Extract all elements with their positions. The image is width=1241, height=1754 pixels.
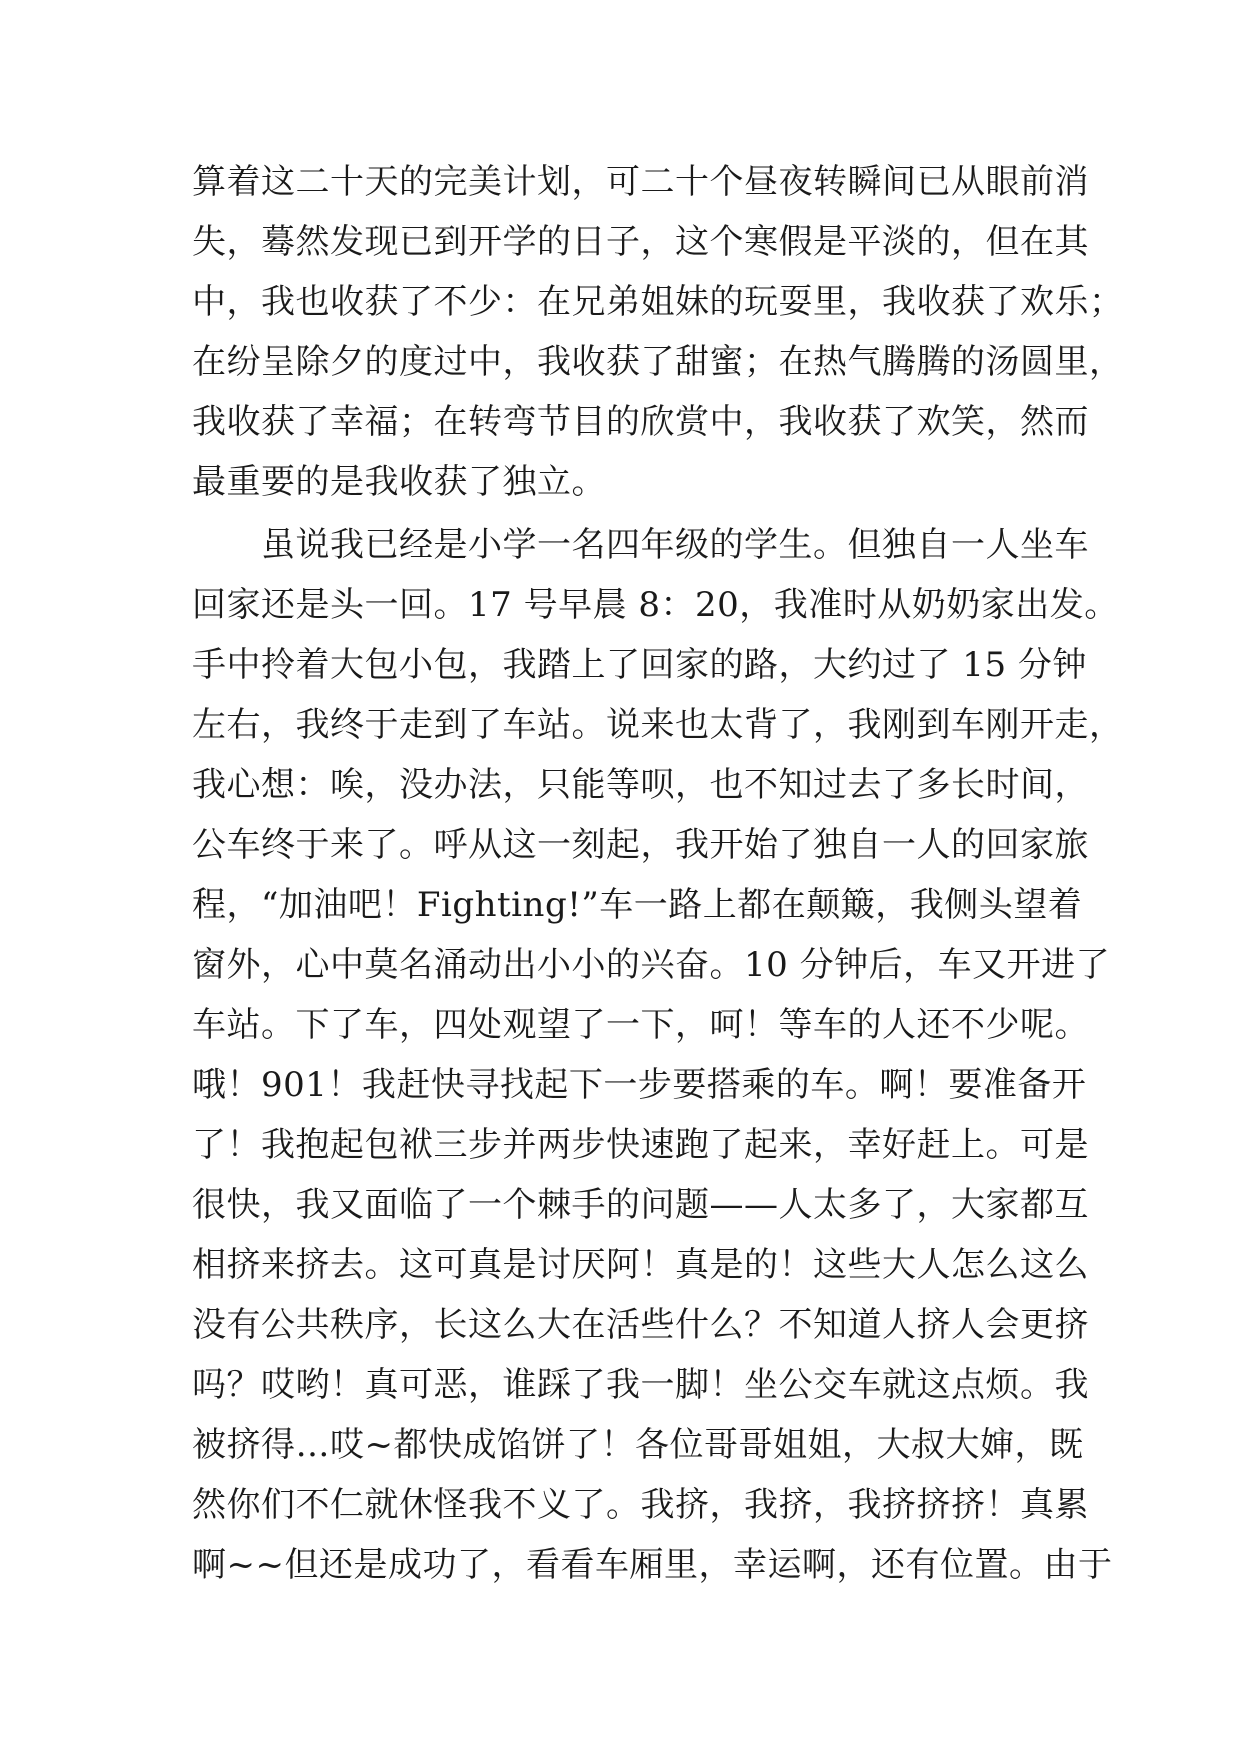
text-line: 手中拎着大包小包，我踏上了回家的路，大约过了 15 分钟 (192, 645, 1087, 685)
paragraph-1 (192, 152, 1124, 512)
text-line: 左右，我终于走到了车站。说来也太背了，我刚到车刚开走， (192, 705, 1124, 745)
text-line: 被挤得…哎~都快成馅饼了！各位哥哥姐姐，大叔大婶，既 (192, 1425, 1084, 1465)
text-line: 没有公共秩序，长这么大在活些什么？不知道人挤人会更挤 (192, 1305, 1089, 1345)
text-line: 相挤来挤去。这可真是讨厌阿！真是的！这些大人怎么这么 (192, 1245, 1089, 1285)
body-text (192, 152, 1124, 1595)
text-line: 哦！901！我赶快寻找起下一步要搭乘的车。啊！要准备开 (192, 1065, 1087, 1105)
text-line: 中，我也收获了不少：在兄弟姐妹的玩耍里，我收获了欢乐； (192, 282, 1124, 322)
text-line: 程，“加油吧！Fighting!”车一路上都在颠簸，我侧头望着 (192, 885, 1083, 925)
text-line: 我收获了幸福；在转弯节目的欣赏中，我收获了欢笑，然而 (192, 402, 1089, 442)
text-line: 然你们不仁就休怪我不义了。我挤，我挤，我挤挤挤！真累 (192, 1485, 1089, 1525)
text-line: 车站。下了车，四处观望了一下，呵！等车的人还不少呢。 (192, 1005, 1089, 1045)
text-line: 窗外，心中莫名涌动出小小的兴奋。10 分钟后，车又开进了 (192, 945, 1111, 985)
text-line: 最重要的是我收获了独立。 (192, 462, 606, 502)
paragraph-2 (192, 515, 1124, 1595)
text-line: 虽说我已经是小学一名四年级的学生。但独自一人坐车 (192, 525, 1089, 565)
text-line: 在纷呈除夕的度过中，我收获了甜蜜；在热气腾腾的汤圆里， (192, 342, 1124, 382)
text-line: 啊~~但还是成功了，看看车厢里，幸运啊，还有位置。由于 (192, 1545, 1113, 1585)
text-line: 很快，我又面临了一个棘手的问题——人太多了，大家都互 (192, 1185, 1089, 1225)
text-line: 回家还是头一回。17 号早晨 8：20，我准时从奶奶家出发。 (192, 585, 1119, 625)
text-line: 我心想：唉，没办法，只能等呗，也不知过去了多长时间， (192, 765, 1089, 805)
text-line: 失，蓦然发现已到开学的日子，这个寒假是平淡的，但在其 (192, 222, 1089, 262)
text-line: 公车终于来了。呼从这一刻起，我开始了独自一人的回家旅 (192, 825, 1089, 865)
text-line: 吗？哎哟！真可恶，谁踩了我一脚！坐公交车就这点烦。我 (192, 1365, 1089, 1405)
text-line: 了！我抱起包袱三步并两步快速跑了起来，幸好赶上。可是 (192, 1125, 1089, 1165)
text-line: 算着这二十天的完美计划，可二十个昼夜转瞬间已从眼前消 (192, 162, 1089, 202)
